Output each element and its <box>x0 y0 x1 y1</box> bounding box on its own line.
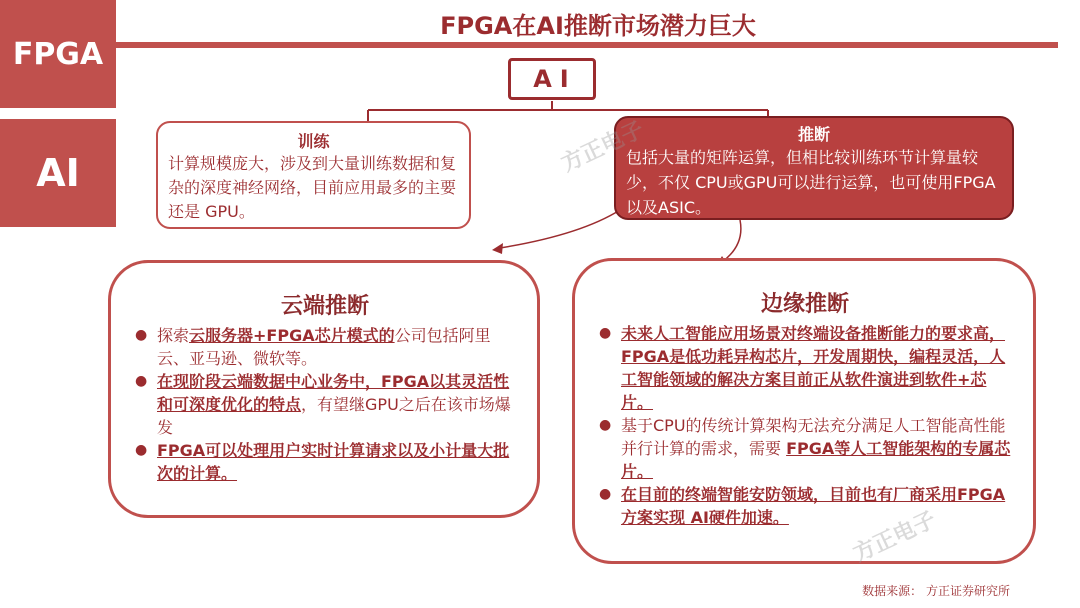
inference-title: 推断 <box>797 125 830 144</box>
cloud-inference-panel <box>108 260 540 518</box>
training-title: 训练 <box>297 132 330 151</box>
page-title: FPGA在AI推断市场潜力巨大 <box>440 12 756 40</box>
edge-title: 边缘推断 <box>760 292 849 317</box>
sidebar-tab-fpga[interactable]: FPGA <box>0 0 116 108</box>
edge-inference-panel <box>572 258 1036 564</box>
training-desc: 计算规模庞大，涉及到大量训练数据和复杂的深度神经网络，目前应用最多的主要还是 GPU。 <box>168 154 457 221</box>
cloud-bullet-2: ● 在现阶段云端数据中心业务中，FPGA以其灵活性和可深度优化的特点，有望继GPU之后在该市场爆发 <box>135 370 515 439</box>
inference-node <box>614 116 1014 220</box>
cloud-title: 云端推断 <box>280 294 369 319</box>
root-node-ai: AI <box>508 58 596 100</box>
edge-bullet-3: ● 在目前的终端智能安防领域，目前也有厂商采用FPGA方案实现 AI硬件加速。 <box>599 483 1011 529</box>
watermark: 方正电子 <box>557 117 649 178</box>
sidebar-tab-ai[interactable]: AI <box>0 119 116 227</box>
edge-bullet-1: ● 未来人工智能应用场景对终端设备推断能力的要求高，FPGA是低功耗异构芯片，开发周期快，编程灵活，人工智能领域的解决方案目前正从软件演进到软件+芯片。 <box>599 322 1011 414</box>
source-note: 数据来源： 方正证券研究所 <box>862 584 1010 598</box>
cloud-bullet-3: ● FPGA可以处理用户实时计算请求以及小计量大批次的计算。 <box>135 439 515 485</box>
cloud-bullet-1: ● 探索云服务器+FPGA芯片模式的公司包括阿里云、亚马逊、微软等。 <box>135 324 515 370</box>
title-divider <box>116 42 1058 48</box>
watermark: 方正电子 <box>849 507 941 568</box>
inference-desc: 包括大量的矩阵运算，但相比较训练环节计算量较少，不仅 CPU或GPU可以进行运算，也可使用FPGA以及ASIC。 <box>626 148 996 217</box>
training-node <box>156 121 471 229</box>
edge-bullet-2: ● 基于CPU的传统计算架构无法充分满足人工智能高性能并行计算的需求，需要 FPGA等人工智能架构的专属芯片。 <box>599 414 1011 483</box>
